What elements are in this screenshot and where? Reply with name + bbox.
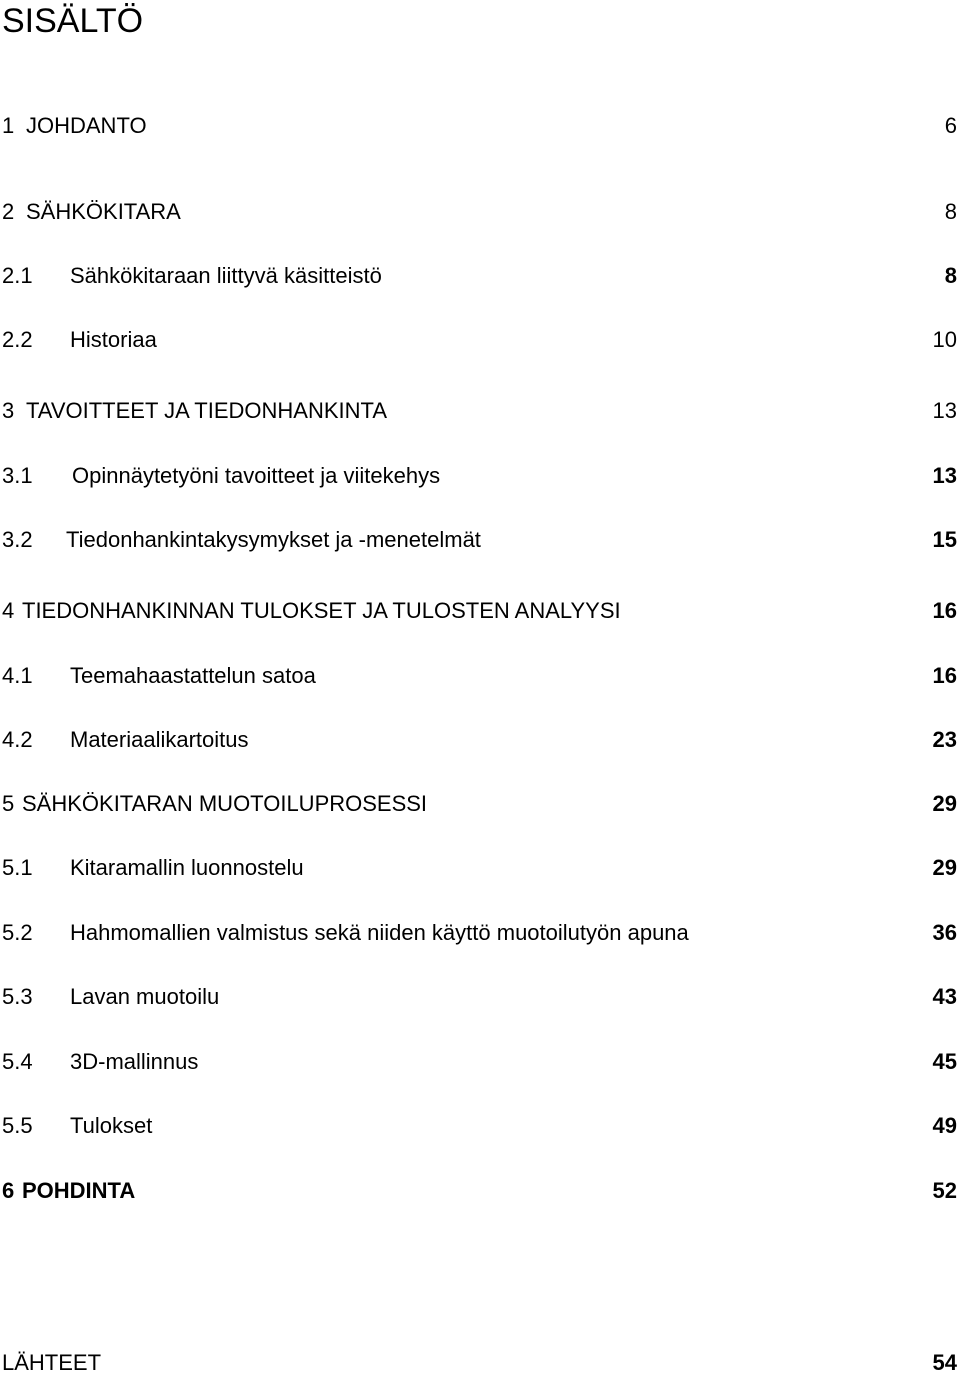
toc-entry-page: 36: [932, 920, 957, 945]
toc-entry-title: Historiaa: [70, 327, 157, 352]
toc-entry-hahmomallit: [0, 917, 960, 949]
toc-entry-title: Tiedonhankintakysymykset ja -menetelmät: [66, 527, 481, 552]
toc-entry-3d-mallinnus: [0, 1046, 960, 1078]
toc-entry-number: 5.1: [2, 855, 33, 880]
toc-entry-title: JOHDANTO: [26, 113, 147, 138]
toc-entry-title: Lavan muotoilu: [70, 984, 220, 1009]
toc-entry-title: Hahmomallien valmistus sekä niiden käyttö muotoilutyön apuna: [70, 920, 689, 945]
toc-entry-page: 23: [932, 727, 957, 752]
toc-entry-lahteet: [0, 1347, 960, 1379]
toc-entry-sahkokitara: [0, 196, 960, 228]
toc-entry-title: Opinnäytetyöni tavoitteet ja viitekehys: [72, 463, 441, 488]
toc-entry-number: 5.5: [2, 1113, 33, 1138]
toc-entry-page: 29: [932, 791, 957, 816]
toc-entry-viitekehys: [0, 460, 960, 492]
toc-entry-number: 2.1: [2, 263, 33, 288]
toc-entry-title: SÄHKÖKITARAN MUOTOILUPROSESSI: [22, 791, 428, 816]
toc-entry-number: 4.1: [2, 663, 33, 688]
toc-entry-title: 3D-mallinnus: [70, 1049, 199, 1074]
toc-entry-title: POHDINTA: [22, 1178, 136, 1203]
toc-entry-page: 13: [932, 463, 957, 488]
toc-entry-number: 5.4: [2, 1049, 33, 1074]
toc-entry-luonnostelu: [0, 852, 960, 884]
toc-entry-number: 3.1: [2, 463, 33, 488]
toc-entry-number: 2: [2, 199, 15, 224]
toc-entry-number: 5: [2, 791, 15, 816]
toc-entry-menetelmat: [0, 524, 960, 556]
toc-entry-title: Sähkökitaraan liittyvä käsitteistö: [70, 263, 382, 288]
toc-entry-page: 45: [932, 1049, 957, 1074]
toc-entry-title: TIEDONHANKINNAN TULOKSET JA TULOSTEN ANALYYSI: [22, 598, 621, 623]
toc-entry-title: SÄHKÖKITARA: [26, 199, 181, 224]
toc-entry-page: 8: [944, 199, 957, 224]
toc-entry-kasitteisto: [0, 260, 960, 292]
toc-entry-number: 2.2: [2, 327, 33, 352]
toc-entry-tavoitteet: [0, 395, 960, 427]
toc-entry-number: 4.2: [2, 727, 33, 752]
page-title: SISÄLTÖ: [2, 2, 144, 40]
toc-entry-page: 8: [944, 263, 957, 288]
toc-entry-number: 6: [2, 1178, 15, 1203]
toc-entry-number: 5.2: [2, 920, 33, 945]
toc-entry-historiaa: [0, 324, 960, 356]
toc-entry-muotoiluprosessi: [0, 788, 960, 820]
toc-entry-title: TAVOITTEET JA TIEDONHANKINTA: [26, 398, 388, 423]
toc-entry-title: Materiaalikartoitus: [70, 727, 249, 752]
toc-entry-page: 43: [932, 984, 957, 1009]
toc-entry-page: 16: [932, 663, 957, 688]
toc-entry-page: 10: [932, 327, 957, 352]
toc-entry-lavan-muotoilu: [0, 981, 960, 1013]
toc-entry-materiaalikartoitus: [0, 724, 960, 756]
toc-entry-page: 6: [944, 113, 957, 138]
toc-entry-page: 54: [932, 1350, 957, 1375]
toc-entry-page: 16: [932, 598, 957, 623]
toc-entry-number: 3: [2, 398, 15, 423]
toc-entry-page: 29: [932, 855, 957, 880]
toc-entry-teemahaastattelu: [0, 660, 960, 692]
toc-entry-page: 49: [932, 1113, 957, 1138]
toc-entry-number: 3.2: [2, 527, 33, 552]
toc-entry-title: LÄHTEET: [2, 1350, 102, 1375]
toc-entry-johdanto: [0, 110, 960, 142]
toc-entry-title: Teemahaastattelun satoa: [70, 663, 316, 688]
toc-entry-page: 13: [932, 398, 957, 423]
toc-entry-tulokset: [0, 1110, 960, 1142]
toc-entry-pohdinta: [0, 1175, 960, 1207]
toc-entry-tulokset-analyysi: [0, 595, 960, 627]
toc-entry-number: 1: [2, 113, 15, 138]
toc-entry-title: Kitaramallin luonnostelu: [70, 855, 304, 880]
toc-entry-page: 15: [932, 527, 957, 552]
toc-entry-number: 4: [2, 598, 15, 623]
toc-entry-page: 52: [932, 1178, 957, 1203]
toc-entry-title: Tulokset: [70, 1113, 153, 1138]
toc-entry-number: 5.3: [2, 984, 33, 1009]
